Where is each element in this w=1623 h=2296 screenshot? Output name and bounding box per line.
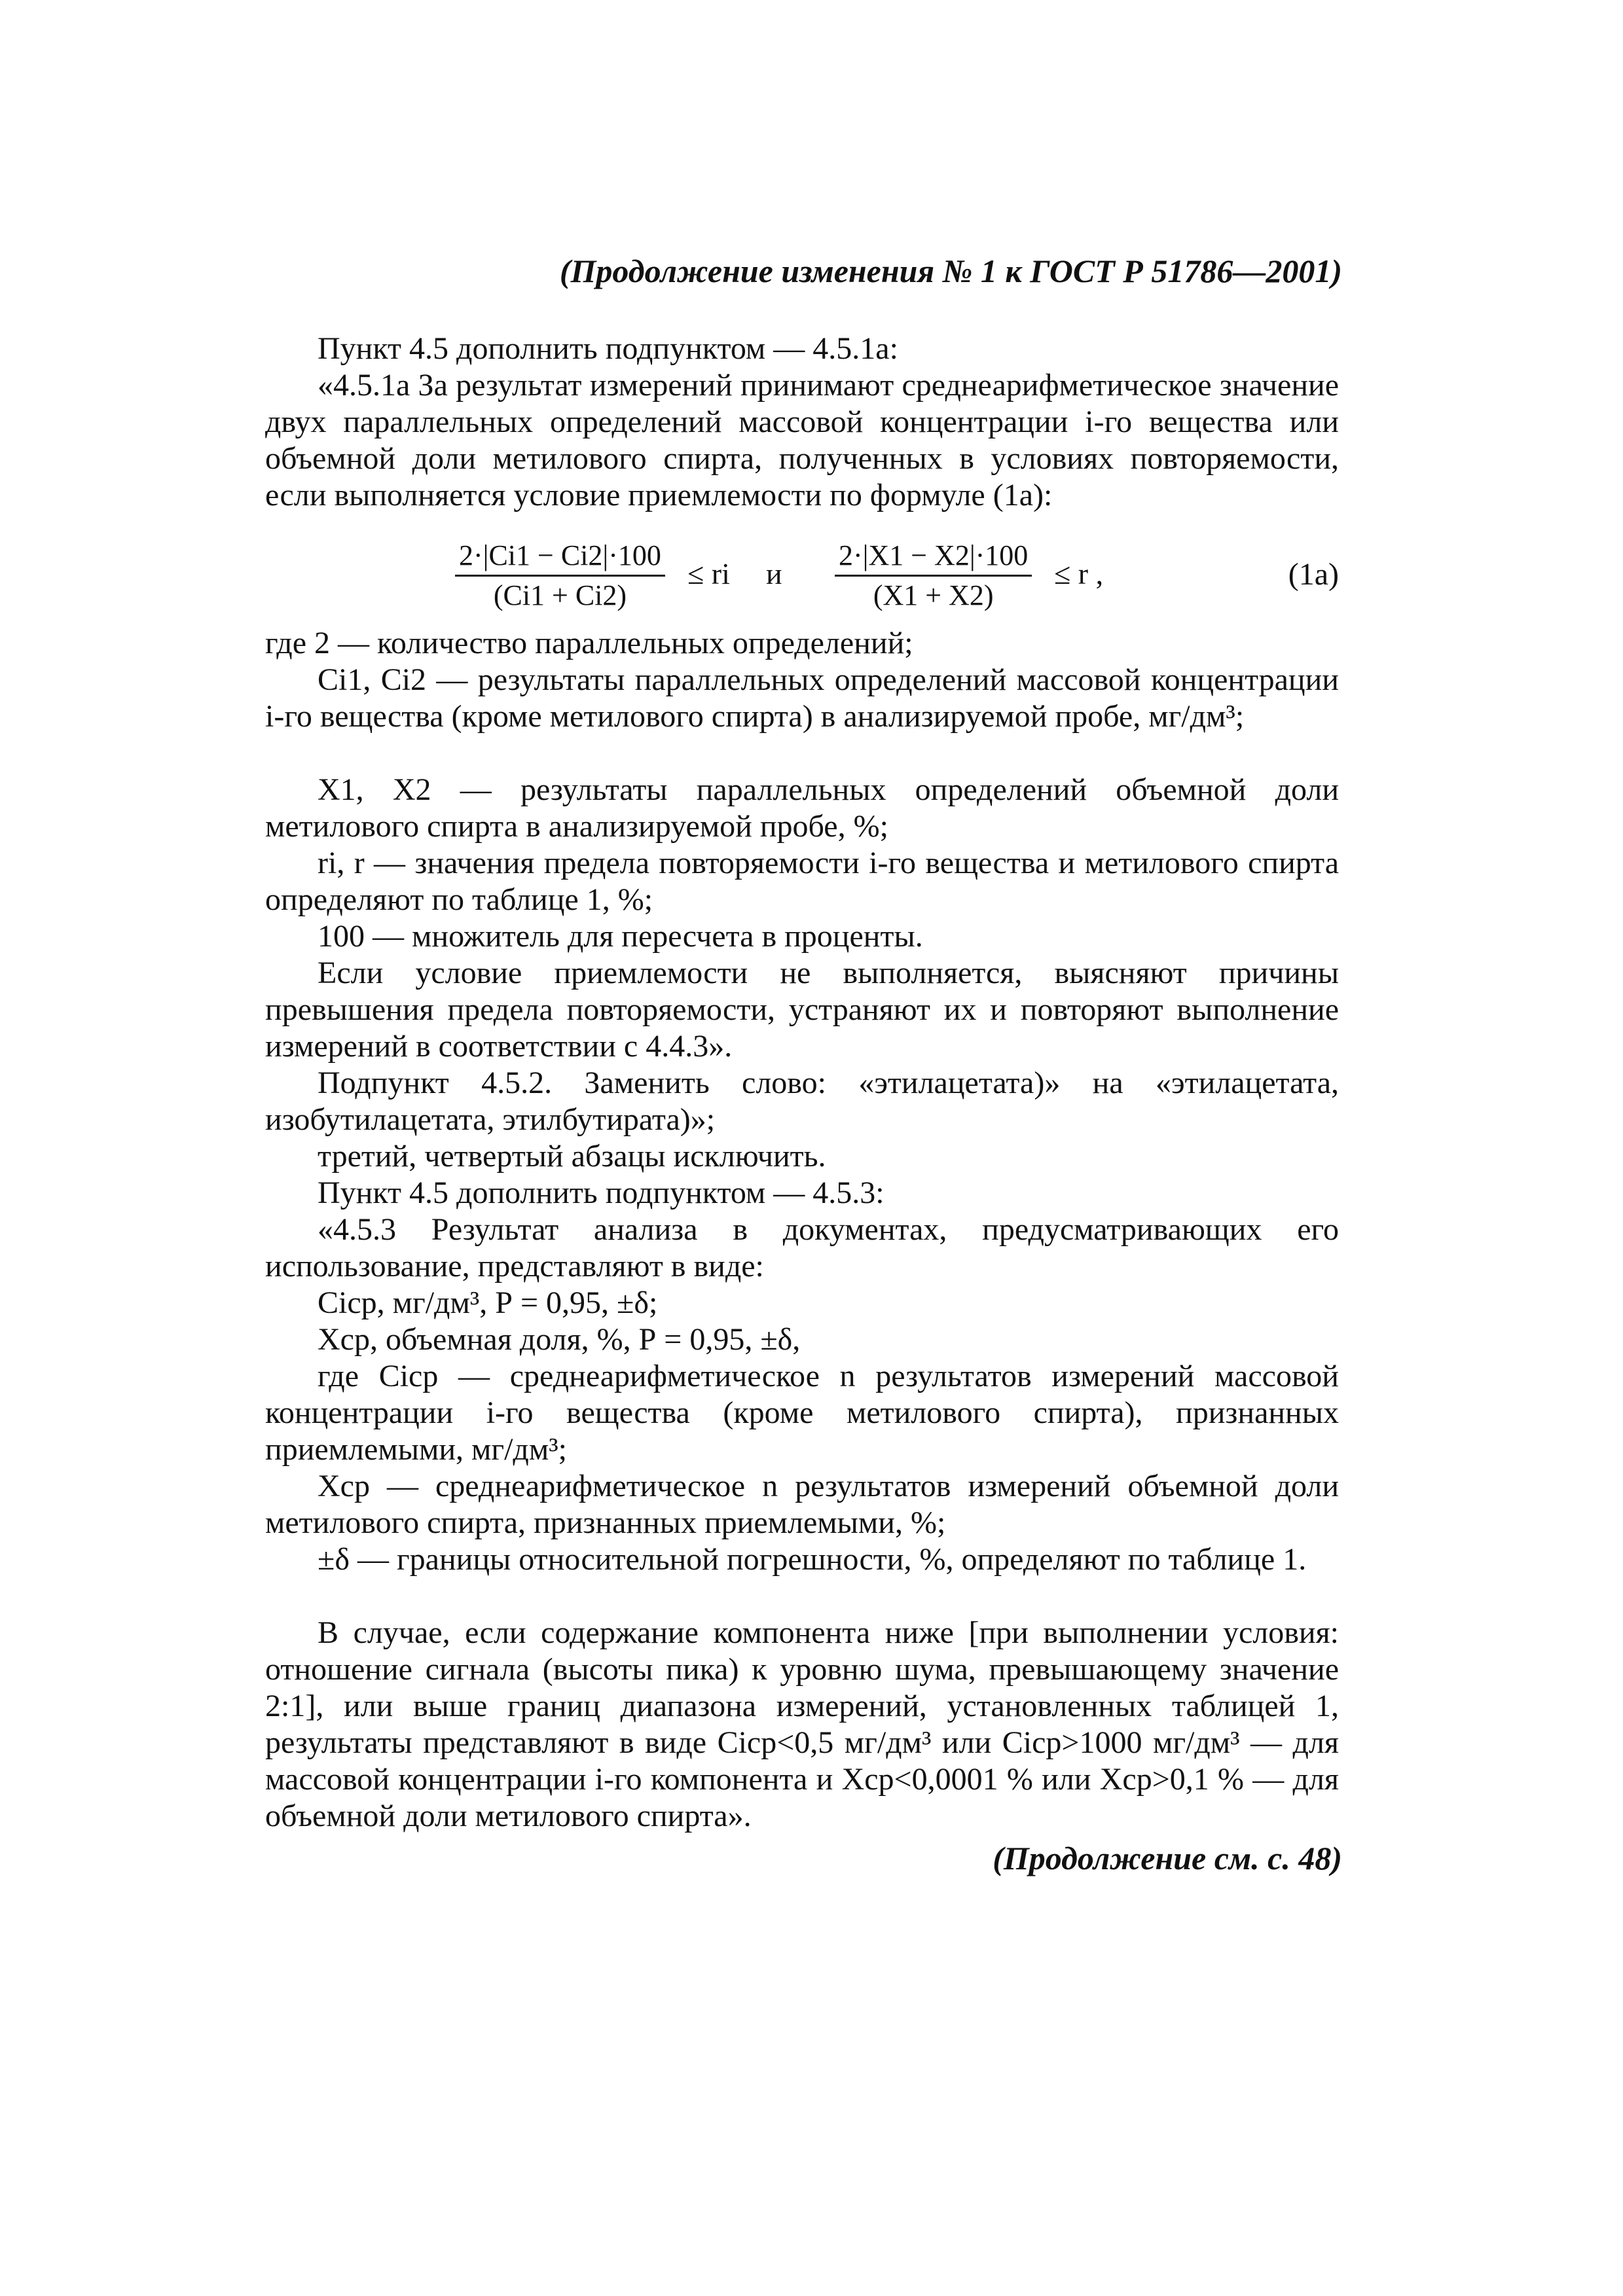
formula-right-fraction <box>835 537 1032 615</box>
paragraph-acceptability: Если условие приемлемости не выполняется, выясняют причины превышения предела повторяемости, устраняют их и повторяют выполнение измерений в соответствии с 4.4.3». <box>265 956 1339 1064</box>
paragraph-4-5-1a: «4.5.1а За результат измерений принимают среднеарифметическое значение двух параллельных определений массовой концентрации i-го вещества или объемной доли метилового спирта, полученных в условиях повторяемости, если выполняется условие приемлемости по формуле (1а): <box>265 368 1339 512</box>
paragraph-4-5-3-intro: Пункт 4.5 дополнить подпунктом — 4.5.3: <box>318 1175 884 1210</box>
formula-conjunction: и <box>766 557 782 590</box>
paragraph-x1-x2: X1, X2 — результаты параллельных определений объемной доли метилового спирта в анализируемой пробе, %; <box>265 772 1339 844</box>
paragraph-4-5-intro: Пункт 4.5 дополнить подпунктом — 4.5.1а: <box>318 331 898 366</box>
paragraph-4-5-2: Подпункт 4.5.2. Заменить слово: «этилацетата)» на «этилацетата, изобутилацетата, этилбутирата)»; <box>265 1066 1339 1137</box>
formula-number: (1а) <box>1288 557 1339 592</box>
paragraph-where-cicp: где Ciср — среднеарифметическое n результатов измерений массовой концентрации i-го вещества (кроме метилового спирта), признанных приемлемыми, мг/дм³; <box>265 1359 1339 1467</box>
formula-right-relation: ≤ r , <box>1054 557 1104 590</box>
paragraph-cicp: Ciср, мг/дм³, Р = 0,95, ±δ; <box>318 1285 658 1320</box>
formula-left-relation: ≤ ri <box>687 557 730 590</box>
formula-right-denominator: (X1 + X2) <box>873 579 994 611</box>
formula-right-numerator: 2·|X1 − X2|·100 <box>835 537 1032 577</box>
formula-left-numerator: 2·|Ci1 − Ci2|·100 <box>455 537 665 577</box>
formula-left-fraction <box>455 537 665 615</box>
page-header: (Продолжение изменения № 1 к ГОСТ Р 51786—2001) <box>559 253 1342 289</box>
formula-1a <box>265 537 1339 615</box>
page-footer: (Продолжение см. с. 48) <box>993 1840 1342 1876</box>
paragraph-where-xcp: Xср — среднеарифметическое n результатов измерений объемной доли метилового спирта, признанных приемлемыми, %; <box>265 1469 1339 1540</box>
paragraph-delta: ±δ — границы относительной погрешности, %, определяют по таблице 1. <box>318 1542 1307 1577</box>
paragraph-ci1-ci2: Ci1, Ci2 — результаты параллельных определений массовой концентрации i-го вещества (кроме метилового спирта) в анализируемой пробе, мг/дм³; <box>265 662 1339 734</box>
paragraph-4-5-3: «4.5.3 Результат анализа в документах, предусматривающих его использование, представляют в виде: <box>265 1212 1339 1283</box>
paragraph-100: 100 — множитель для пересчета в проценты. <box>318 919 923 954</box>
paragraph-xcp: Xср, объемная доля, %, Р = 0,95, ±δ, <box>318 1322 801 1357</box>
formula-left-denominator: (Ci1 + Ci2) <box>493 579 627 611</box>
paragraph-where-2: где 2 — количество параллельных определений; <box>265 626 913 660</box>
paragraph-case: В случае, если содержание компонента ниже [при выполнении условия: отношение сигнала (высоты пика) к уровню шума, превышающему значение 2:1], или выше границ диапазона измерений, установленных таблицей 1, результаты представляют в виде Ciср<0,5 мг/дм³ или Ciср>1000 мг/дм³ — для массовой концентрации i-го компонента и Xср<0,0001 % или Xср>0,1 % — для объемной доли метилового спирта». <box>265 1615 1339 1833</box>
paragraph-ri-r: ri, r — значения предела повторяемости i-го вещества и метилового спирта определяют по таблице 1, %; <box>265 846 1339 917</box>
paragraph-exclude: третий, четвертый абзацы исключить. <box>318 1139 826 1174</box>
